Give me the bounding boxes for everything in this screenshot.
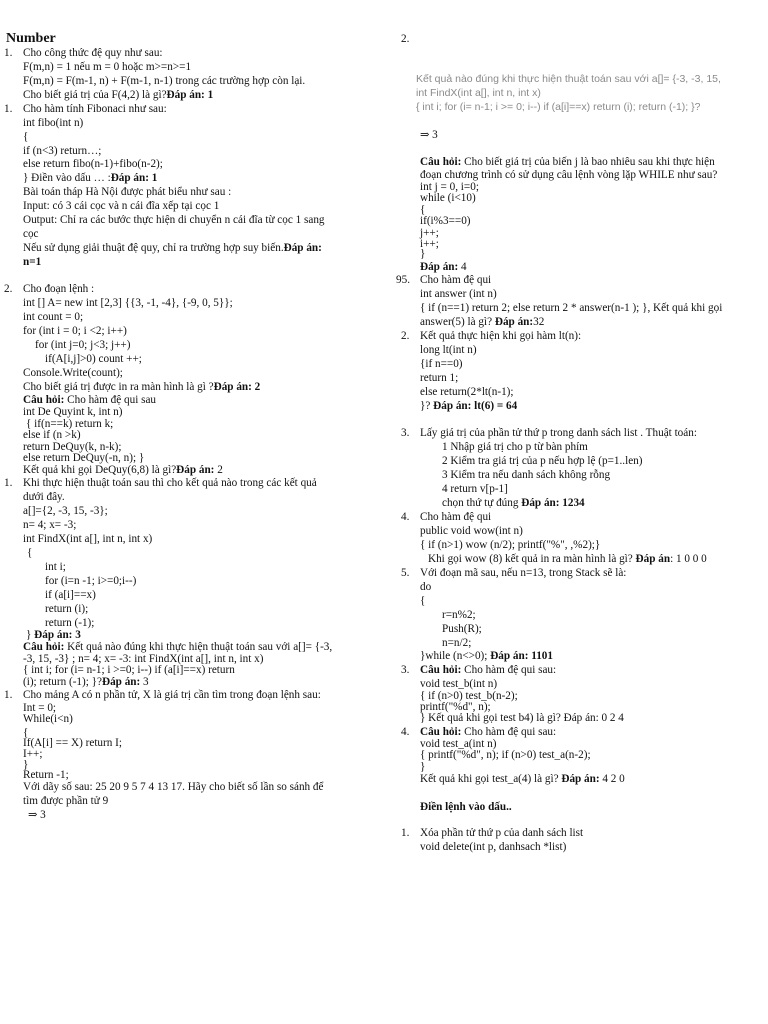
text-line bbox=[35, 339, 130, 352]
text-line bbox=[420, 316, 544, 329]
text: { int i; for (i= n-1; i >= 0; i--) if (a[i]==x) return (i); return (-1); }? bbox=[416, 101, 701, 113]
text: { if(n==k) return k; bbox=[26, 418, 114, 430]
text: return 1; bbox=[420, 372, 459, 384]
text: Khi thực hiện thuật toán sau thì cho kết quả nào trong các kết quả bbox=[23, 477, 317, 489]
text-line bbox=[420, 274, 491, 287]
text: 4. bbox=[401, 726, 410, 738]
text: Cho hàm đệ qui bbox=[420, 511, 492, 523]
text: i++; bbox=[420, 238, 439, 250]
text: 1. bbox=[4, 103, 13, 115]
text-tail: 2 bbox=[214, 464, 223, 476]
text-line bbox=[23, 795, 108, 808]
answer: Đáp án: bbox=[176, 464, 215, 476]
text: void delete(int p, danhsach *list) bbox=[420, 841, 567, 853]
text: { printf("%d", n); if (n>0) test_a(n-2); bbox=[420, 749, 591, 761]
text-line bbox=[401, 33, 409, 46]
text: While(i<n) bbox=[23, 713, 73, 725]
text-line bbox=[45, 617, 94, 630]
text: }? bbox=[420, 400, 431, 412]
text: public void wow(int n) bbox=[420, 525, 523, 537]
text-line bbox=[23, 491, 65, 504]
answer: Đáp án: bbox=[283, 242, 322, 254]
text: chọn thứ tự đúng bbox=[442, 497, 519, 509]
text-tail: 32 bbox=[533, 316, 545, 328]
text-line bbox=[420, 129, 438, 142]
label-bold: Câu hỏi: bbox=[23, 641, 65, 653]
text-line bbox=[401, 664, 409, 677]
text: }while (n<>0); bbox=[420, 650, 488, 662]
text: ⇒ 3 bbox=[420, 129, 438, 141]
answer: Đáp án: 2 bbox=[213, 381, 261, 393]
text-line bbox=[420, 261, 467, 274]
text: If(A[i] == X) return I; bbox=[23, 737, 122, 749]
text-line bbox=[420, 827, 583, 840]
text: Cho hàm đệ qui sau: bbox=[461, 726, 557, 738]
text-line bbox=[45, 561, 66, 574]
text-line bbox=[442, 469, 610, 482]
text: Xóa phần tử thứ p của danh sách list bbox=[420, 827, 584, 839]
text-line bbox=[23, 61, 191, 74]
text-line bbox=[420, 726, 556, 739]
text-line bbox=[420, 525, 523, 538]
answer: Đáp án: lt(6) = 64 bbox=[430, 400, 518, 412]
text: { bbox=[23, 727, 29, 739]
text: Kết quả khi gọi test_a(4) là gì? bbox=[420, 773, 559, 785]
text: Output: Chỉ ra các bước thực hiện di chuyển n cái đĩa từ cọc 1 sang bbox=[23, 214, 325, 226]
text-line bbox=[23, 519, 76, 532]
text: void test_a(int n) bbox=[420, 738, 497, 750]
text-line bbox=[23, 158, 163, 171]
text: Return -1; bbox=[23, 769, 69, 781]
text-line bbox=[23, 781, 323, 794]
text-line bbox=[26, 629, 81, 642]
text-line bbox=[28, 809, 46, 822]
text: 2. bbox=[401, 33, 410, 45]
text-line bbox=[420, 372, 458, 385]
text-line bbox=[45, 575, 136, 588]
text-line bbox=[420, 712, 624, 725]
text: 1 Nhập giá trị cho p từ bàn phím bbox=[442, 441, 588, 453]
text-line bbox=[23, 214, 325, 227]
label-bold: Câu hỏi: bbox=[420, 664, 462, 676]
text: Kết quả thực hiện khi gọi hàm lt(n): bbox=[420, 330, 582, 342]
text: 1. bbox=[4, 47, 13, 59]
text: dưới đây. bbox=[23, 491, 65, 503]
text: 4 return v[p-1] bbox=[442, 483, 508, 495]
text-line bbox=[442, 609, 476, 622]
text-line bbox=[442, 623, 482, 636]
text: { bbox=[420, 204, 426, 216]
text: { bbox=[27, 547, 33, 559]
text: Number bbox=[6, 31, 56, 46]
text: return DeQuy(k, n-k); bbox=[23, 441, 122, 453]
text-line bbox=[4, 477, 12, 490]
answer: Đáp án: 1234 bbox=[518, 497, 585, 509]
text: 3. bbox=[401, 427, 410, 439]
text-line bbox=[23, 47, 163, 60]
text-tail: 3 bbox=[140, 676, 149, 688]
text: int FindX(int a[], int n, int x) bbox=[416, 87, 541, 99]
text-line bbox=[27, 547, 32, 560]
text: if(i%3==0) bbox=[420, 215, 471, 227]
text: for (int i = 0; i <2; i++) bbox=[23, 325, 127, 337]
text: } bbox=[420, 761, 426, 773]
text: Kết quả khi gọi DeQuy(6,8) là gì? bbox=[23, 464, 177, 476]
answer: Đáp án: bbox=[492, 316, 534, 328]
text-line bbox=[420, 302, 722, 315]
text-line bbox=[420, 749, 591, 762]
text-line bbox=[420, 215, 471, 228]
text-line bbox=[23, 452, 144, 465]
text: else if (n >k) bbox=[23, 429, 81, 441]
text: } Điền vào dấu … : bbox=[23, 172, 111, 184]
text: Cho công thức đệ quy như sau: bbox=[23, 47, 163, 59]
text-line bbox=[428, 553, 707, 566]
text: Console.Write(count); bbox=[23, 367, 123, 379]
text-line bbox=[396, 274, 410, 287]
text-line bbox=[401, 511, 409, 524]
text: { bbox=[23, 131, 29, 143]
text-line bbox=[23, 131, 28, 144]
text: for (int j=0; j<3; j++) bbox=[35, 339, 131, 351]
text-line bbox=[442, 455, 643, 468]
text-line bbox=[401, 330, 409, 343]
text: while (i<10) bbox=[420, 192, 476, 204]
text-line bbox=[23, 297, 233, 310]
text-line bbox=[23, 394, 156, 407]
text: int count = 0; bbox=[23, 311, 84, 323]
answer: n=1 bbox=[23, 256, 42, 268]
text: int FindX(int a[], int n, int x) bbox=[23, 533, 153, 545]
text: Cho biết giá trị được in ra màn hình là gì ? bbox=[23, 381, 214, 393]
text-line bbox=[4, 689, 12, 702]
text: 2. bbox=[4, 283, 13, 295]
text: 1. bbox=[4, 689, 13, 701]
text: 3 Kiểm tra nếu danh sách không rỗng bbox=[442, 469, 611, 481]
text-line bbox=[23, 664, 235, 677]
text: { if (n>0) test_b(n-2); bbox=[420, 690, 518, 702]
text-line bbox=[23, 200, 219, 213]
text: } Kết quả khi gọi test b4) là gì? Đáp án: 0 2 4 bbox=[420, 712, 624, 724]
text-line bbox=[23, 533, 152, 546]
text: { if (n==1) return 2; else return 2 * answer(n-1 ); }, Kết quả khi gọi bbox=[420, 302, 723, 314]
text-line bbox=[23, 283, 94, 296]
text: Với đoạn mã sau, nếu n=13, trong Stack sẽ là: bbox=[420, 567, 627, 579]
text: { if (n>1) wow (n/2); printf("%", ,%2);} bbox=[420, 539, 601, 551]
text-line bbox=[420, 581, 431, 594]
label-bold: Câu hỏi: bbox=[420, 726, 462, 738]
text: Cho mảng A có n phần tử, X là giá trị cần tìm trong đoạn lệnh sau: bbox=[23, 689, 321, 701]
text: I++; bbox=[23, 748, 43, 760]
text-line bbox=[23, 325, 127, 338]
text-tail: : 1 0 0 0 bbox=[670, 553, 707, 565]
text-line bbox=[401, 726, 409, 739]
text: 1. bbox=[401, 827, 410, 839]
text-line bbox=[401, 427, 409, 440]
section-heading bbox=[6, 33, 56, 46]
text: j++; bbox=[420, 227, 439, 239]
text-line bbox=[23, 713, 73, 726]
text: Bài toán tháp Hà Nội được phát biểu như sau : bbox=[23, 186, 232, 198]
text-line bbox=[401, 827, 409, 840]
text-line bbox=[23, 89, 213, 102]
text-line bbox=[420, 169, 717, 182]
text-line bbox=[442, 497, 585, 510]
text-line bbox=[23, 429, 81, 442]
text-line bbox=[23, 381, 260, 394]
text-line bbox=[23, 145, 101, 158]
text: n= 4; x= -3; bbox=[23, 519, 77, 531]
text-line bbox=[420, 427, 697, 440]
text-tail: 4 bbox=[458, 261, 467, 273]
text-line bbox=[420, 664, 556, 677]
text: Push(R); bbox=[442, 623, 482, 635]
text: (i); return (-1); }? bbox=[23, 676, 102, 688]
text: cọc bbox=[23, 228, 39, 240]
text-line bbox=[401, 567, 409, 580]
text: int answer (int n) bbox=[420, 288, 497, 300]
text: a[]={2, -3, 15, -3}; bbox=[23, 505, 108, 517]
answer: Đáp án: 3 bbox=[31, 629, 81, 641]
text-line bbox=[23, 103, 167, 116]
text: Int = 0; bbox=[23, 702, 57, 714]
text: đoạn chương trình có sử dụng câu lệnh vòng lặp WHILE như sau? bbox=[420, 169, 718, 181]
text-line bbox=[23, 641, 332, 654]
text: -3, 15, -3} ; n= 4; x= -3: int FindX(int a[], int n, int x) bbox=[23, 653, 264, 665]
text-line bbox=[45, 589, 96, 602]
text: 5. bbox=[401, 567, 410, 579]
answer: Đáp án: 1 bbox=[110, 172, 158, 184]
text: 1. bbox=[4, 477, 13, 489]
answer: Điền lệnh vào dấu.. bbox=[420, 801, 512, 813]
text-line bbox=[420, 330, 581, 343]
text-line bbox=[420, 595, 425, 608]
text: void test_b(int n) bbox=[420, 678, 498, 690]
text-line bbox=[23, 228, 39, 241]
text: if (a[i]==x) bbox=[45, 589, 96, 601]
text: if(A[i,j]>0) count ++; bbox=[45, 353, 142, 365]
text: long lt(int n) bbox=[420, 344, 477, 356]
text: { bbox=[420, 595, 426, 607]
text-line bbox=[23, 311, 83, 324]
text-line bbox=[420, 773, 625, 786]
answer: Đáp án: 1101 bbox=[487, 650, 553, 662]
text: } bbox=[23, 759, 29, 771]
text: Cho đoạn lệnh : bbox=[23, 283, 95, 295]
text: Với dãy số sau: 25 20 9 5 7 4 13 17. Hãy cho biết số lần so sánh để bbox=[23, 781, 324, 793]
text: Khi gọi wow (8) kết quả in ra màn hình là gì? bbox=[428, 553, 633, 565]
text: Kết quả nào đúng khi thực hiện thuật toán sau với a[]= {-3, -3, 15, bbox=[416, 73, 721, 85]
text: tìm được phần tử 9 bbox=[23, 795, 109, 807]
text-line bbox=[23, 172, 157, 185]
text-line bbox=[420, 248, 425, 261]
text-line bbox=[45, 603, 88, 616]
text-line bbox=[23, 689, 321, 702]
text-line bbox=[4, 47, 12, 60]
text: Nếu sử dụng giải thuật đệ quy, chỉ ra trường hợp suy biến. bbox=[23, 242, 284, 254]
text: else return fibo(n-1)+fibo(n-2); bbox=[23, 158, 163, 170]
text: do bbox=[420, 581, 432, 593]
text: n=n/2; bbox=[442, 637, 472, 649]
text-line bbox=[416, 101, 700, 114]
text: {if n==0) bbox=[420, 358, 463, 370]
answer: Đáp án bbox=[632, 553, 671, 565]
text: for (i=n -1; i>=0;i--) bbox=[45, 575, 137, 587]
text-line bbox=[420, 539, 600, 552]
text-line bbox=[420, 841, 566, 854]
text: else return(2*lt(n-1); bbox=[420, 386, 514, 398]
text-line bbox=[420, 567, 626, 580]
text-line bbox=[420, 801, 512, 814]
text-line bbox=[420, 386, 514, 399]
text: 2. bbox=[401, 330, 410, 342]
text: Cho biết giá trị của biến j là bao nhiêu sau khi thực hiện bbox=[461, 156, 715, 168]
text: Input: có 3 cái cọc và n cái đĩa xếp tại cọc 1 bbox=[23, 200, 220, 212]
text-line bbox=[420, 650, 553, 663]
text: Kết quả nào đúng khi thực hiện thuật toán sau với a[]= {-3, bbox=[64, 641, 333, 653]
text-line bbox=[420, 678, 497, 691]
text-line bbox=[442, 441, 588, 454]
text: { int i; for (i= n-1; i >=0; i--) if (a[i]==x) return bbox=[23, 664, 235, 676]
text-line bbox=[420, 400, 517, 413]
text-line bbox=[4, 283, 12, 296]
text-line bbox=[23, 117, 83, 130]
text: int fibo(int n) bbox=[23, 117, 84, 129]
text: 95. bbox=[396, 274, 410, 286]
text-line bbox=[420, 156, 715, 169]
text: answer(5) là gì? bbox=[420, 316, 493, 328]
text-line bbox=[23, 75, 305, 88]
text-line bbox=[45, 353, 142, 366]
text: int i; bbox=[45, 561, 66, 573]
text: } bbox=[26, 629, 32, 641]
text: Cho biết giá trị của F(4,2) là gì? bbox=[23, 89, 167, 101]
text-line bbox=[23, 477, 317, 490]
text: return (i); bbox=[45, 603, 89, 615]
answer: Đáp án: bbox=[102, 676, 141, 688]
text-line bbox=[23, 505, 108, 518]
answer: Đáp án: 1 bbox=[166, 89, 214, 101]
text: Lấy giá trị của phần tử thứ p trong danh sách list . Thuật toán: bbox=[420, 427, 697, 439]
text-line bbox=[420, 344, 477, 357]
text: 3. bbox=[401, 664, 410, 676]
text: F(m,n) = 1 nếu m = 0 hoặc m>=n>=1 bbox=[23, 61, 192, 73]
text-line bbox=[416, 73, 721, 86]
text-line bbox=[23, 406, 122, 419]
text-line bbox=[420, 358, 463, 371]
text: return (-1); bbox=[45, 617, 95, 629]
text: F(m,n) = F(m-1, n) + F(m-1, n-1) trong các trường hợp còn lại. bbox=[23, 75, 306, 87]
answer: Đáp án: bbox=[558, 773, 600, 785]
text-line bbox=[23, 676, 149, 689]
text: int [] A= new int [2,3] {{3, -1, -4}, {-9, 0, 5}}; bbox=[23, 297, 233, 309]
text: } bbox=[420, 248, 426, 260]
label-bold: Câu hỏi: bbox=[23, 394, 65, 406]
text: 4. bbox=[401, 511, 410, 523]
text: int j = 0, i=0; bbox=[420, 181, 479, 193]
text-line bbox=[23, 367, 123, 380]
text-line bbox=[23, 256, 41, 269]
text-line bbox=[416, 87, 541, 100]
text-line bbox=[442, 483, 508, 496]
text: Cho hàm đệ qui bbox=[420, 274, 492, 286]
text-line bbox=[23, 186, 231, 199]
text-line bbox=[23, 242, 322, 255]
text: else return DeQuy(-n, n); } bbox=[23, 452, 145, 464]
text-line bbox=[420, 761, 425, 774]
text-line bbox=[420, 288, 497, 301]
text: if (n<3) return…; bbox=[23, 145, 102, 157]
label-bold: Câu hỏi: bbox=[420, 156, 462, 168]
answer: Đáp án: bbox=[420, 261, 459, 273]
text: Cho hàm đệ qui sau: bbox=[461, 664, 557, 676]
text-tail: 4 2 0 bbox=[599, 773, 625, 785]
text: r=n%2; bbox=[442, 609, 476, 621]
text: Cho hàm đệ qui sau bbox=[64, 394, 157, 406]
text-line bbox=[4, 103, 12, 116]
text-line bbox=[442, 637, 471, 650]
text: printf("%d", n); bbox=[420, 701, 491, 713]
text-line bbox=[420, 192, 476, 205]
text: Cho hàm tính Fibonaci như sau: bbox=[23, 103, 167, 115]
text: ⇒ 3 bbox=[28, 809, 46, 821]
text: int De Quyint k, int n) bbox=[23, 406, 123, 418]
text-line bbox=[420, 511, 491, 524]
text: 2 Kiểm tra giá trị của p nếu hợp lệ (p=1..len) bbox=[442, 455, 643, 467]
text-line bbox=[23, 769, 69, 782]
text-line bbox=[23, 464, 223, 477]
